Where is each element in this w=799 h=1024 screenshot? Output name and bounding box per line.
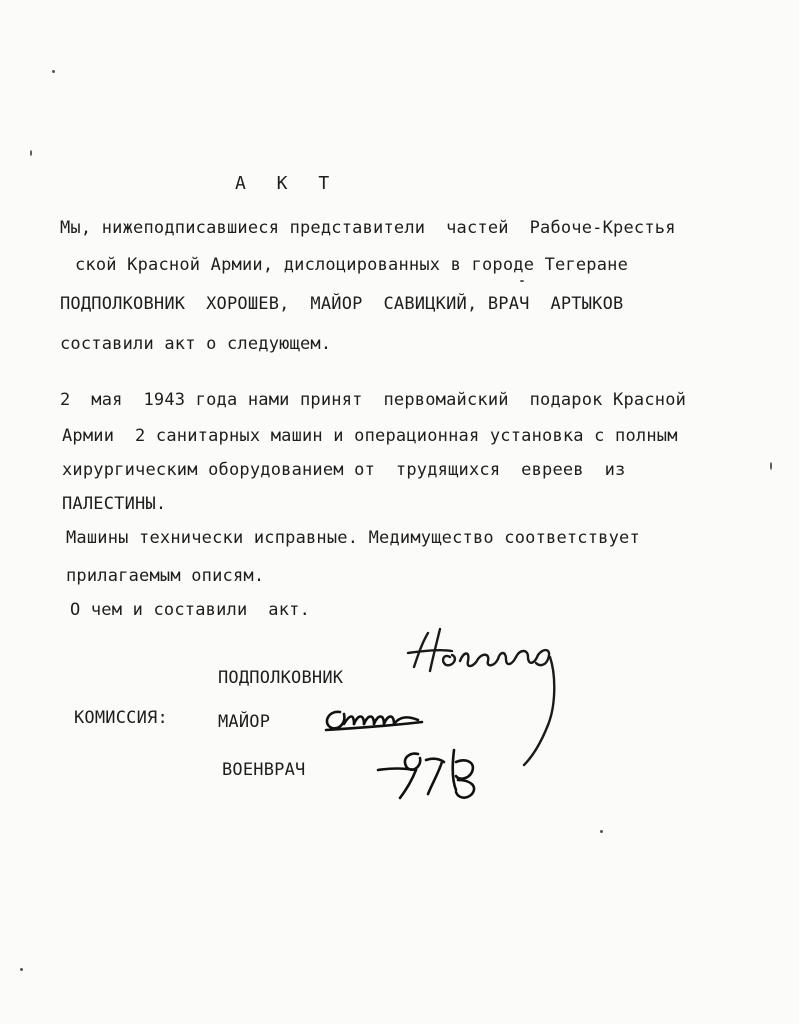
scan-speck (20, 968, 23, 971)
rank-military-doctor: ВОЕНВРАЧ (222, 760, 306, 780)
intro-line-3: ПОДПОЛКОВНИК ХОРОШЕВ, МАЙОР САВИЦКИЙ, ВРАЧ АРТЫКОВ (60, 294, 624, 314)
scan-speck (52, 70, 55, 73)
rank-major: МАЙОР (218, 712, 271, 732)
body-line-6: прилагаемым описям. (66, 566, 265, 586)
scan-speck (30, 150, 32, 156)
scan-speck (770, 462, 772, 470)
intro-line-2: ской Красной Армии, дислоцированных в городе Тегеране (75, 255, 629, 275)
body-line-7: О чем и составили акт. (70, 600, 311, 620)
scan-speck (520, 280, 524, 282)
scan-speck (600, 830, 603, 833)
body-line-3: хирургическим оборудованием от трудящихся евреев из (62, 460, 626, 480)
signature-savitsky (318, 702, 428, 738)
commission-label: КОМИССИЯ: (74, 708, 168, 728)
intro-line-4: составили акт о следующем. (60, 334, 332, 354)
intro-line-1: Мы, нижеподписавшиеся представители частей Рабоче-Крестья (60, 218, 676, 238)
document-title: А К Т (235, 173, 340, 194)
body-line-2: Армии 2 санитарных машин и операционная установка с полным (62, 426, 678, 446)
rank-lieutenant-colonel: ПОДПОЛКОВНИК (218, 668, 344, 688)
body-line-1: 2 мая 1943 года нами принят первомайский подарок Красной (60, 390, 687, 410)
body-line-5: Машины технически исправные. Медимущество соответствует (66, 528, 640, 548)
body-line-4: ПАЛЕСТИНЫ. (62, 494, 167, 514)
signature-artykov (372, 740, 502, 802)
